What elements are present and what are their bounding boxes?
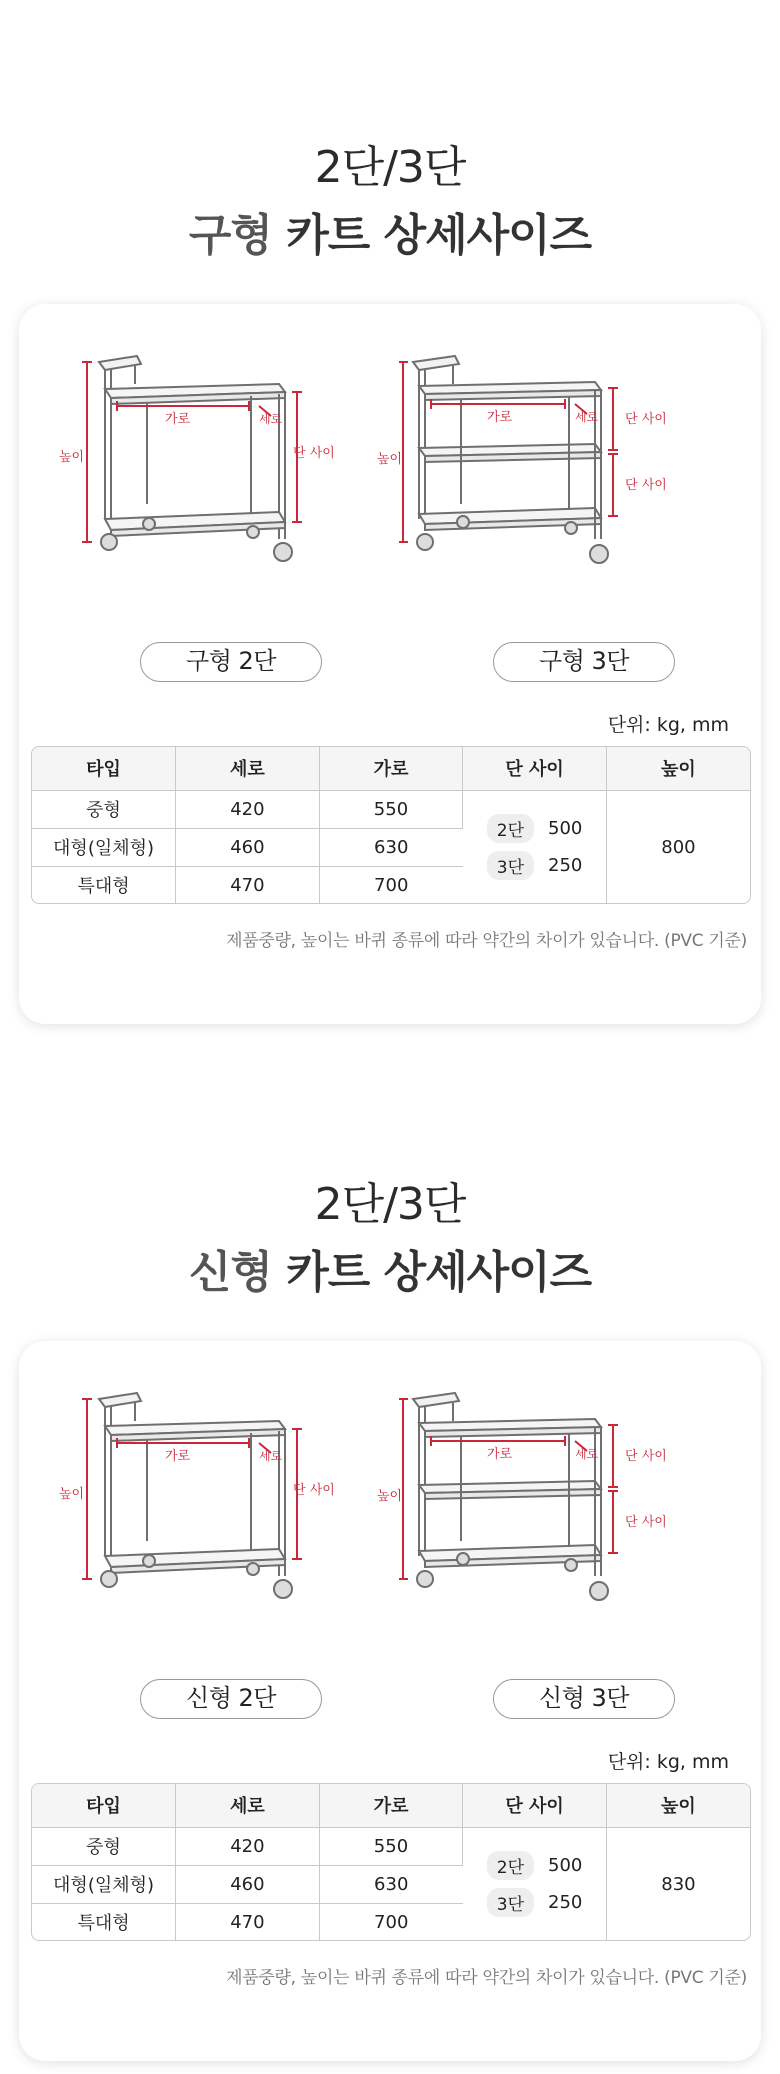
- disclaimer-note: 제품중량, 높이는 바퀴 종류에 따라 약간의 차이가 있습니다. (PVC 기준): [226, 931, 747, 951]
- width-cell: 550: [319, 1827, 463, 1865]
- depth-cell: 420: [176, 790, 320, 828]
- dim-label-depth: 세로: [259, 1449, 283, 1463]
- step-item: [463, 1851, 606, 1880]
- table-header: 높이: [606, 747, 750, 790]
- step-item: [463, 814, 606, 843]
- type-cell: 특대형: [32, 1903, 176, 1941]
- gap-cell: [463, 1827, 607, 1941]
- width-cell: 550: [319, 790, 463, 828]
- model-label-3tier: 구형 3단: [493, 642, 675, 682]
- dim-label-gap-lower: 단 사이: [625, 478, 667, 493]
- width-cell: 630: [319, 1865, 463, 1903]
- model-label-2tier: 신형 2단: [140, 1679, 322, 1719]
- width-cell: 700: [374, 874, 409, 896]
- size-card: [19, 1341, 761, 2061]
- depth-cell: 470: [176, 1903, 320, 1941]
- dim-label-depth: 세로: [259, 412, 283, 426]
- table-header: 가로: [319, 1784, 463, 1827]
- title-top: 2단/3단: [314, 1179, 466, 1230]
- cart-2tier-illustration: [39, 344, 339, 574]
- title-main: [0, 206, 780, 266]
- section-title: [0, 140, 780, 266]
- dim-label-height: 높이: [377, 1489, 403, 1504]
- gap-cell: [463, 790, 607, 904]
- table-row: [32, 1827, 750, 1865]
- type-cell: 대형(일체형): [32, 1865, 176, 1903]
- dim-label-gap: 단 사이: [293, 1483, 335, 1498]
- table-header: 타입: [32, 1784, 176, 1827]
- title-rest: 카트 상세사이즈: [271, 1247, 592, 1298]
- cart-2tier-illustration: [39, 1381, 339, 1611]
- unit-label: 단위: kg, mm: [607, 1751, 729, 1773]
- model-label-3tier: 신형 3단: [493, 1679, 675, 1719]
- cart-3tier-illustration: [377, 1381, 699, 1611]
- step-badge: 3단: [487, 1888, 534, 1917]
- step-item: [463, 851, 606, 880]
- title-strong: 구형: [188, 210, 272, 261]
- dim-label-gap-lower: 단 사이: [625, 1515, 667, 1530]
- step-badge: 2단: [487, 1851, 534, 1880]
- model-label-2tier: 구형 2단: [140, 642, 322, 682]
- cart-3tier-illustration: [377, 344, 699, 574]
- title-top: 2단/3단: [314, 142, 466, 193]
- size-card: [19, 304, 761, 1024]
- title-rest: 카트 상세사이즈: [271, 210, 592, 261]
- table-header-row: [32, 1784, 750, 1827]
- depth-cell: 420: [176, 1827, 320, 1865]
- table-header: 세로: [176, 1784, 320, 1827]
- dim-label-depth: 세로: [575, 1447, 599, 1461]
- section-title: [0, 1177, 780, 1303]
- cart-size-section: [0, 1037, 780, 2074]
- type-cell: 중형: [32, 790, 176, 828]
- dim-label-width: 가로: [487, 410, 513, 425]
- spec-table: [31, 746, 751, 904]
- dim-label-width: 가로: [165, 412, 191, 427]
- table-row: [32, 790, 750, 828]
- step-badge: 3단: [487, 851, 534, 880]
- step-badge: 2단: [487, 814, 534, 843]
- dim-label-gap: 단 사이: [293, 446, 335, 461]
- step-value: 250: [548, 1892, 583, 1914]
- unit-label: 단위: kg, mm: [607, 714, 729, 736]
- step-item: [463, 1888, 606, 1917]
- depth-cell: 460: [176, 1865, 320, 1903]
- table-header: 단 사이: [463, 1784, 607, 1827]
- table-header: 세로: [176, 747, 320, 790]
- table-header: 단 사이: [463, 747, 607, 790]
- dim-label-height: 높이: [377, 452, 403, 467]
- type-cell: 대형(일체형): [32, 828, 176, 866]
- dim-label-width: 가로: [165, 1449, 191, 1464]
- step-value: 500: [548, 1855, 583, 1877]
- height-cell: 800: [661, 836, 696, 858]
- step-value: 250: [548, 855, 583, 877]
- type-cell: 특대형: [32, 866, 176, 904]
- type-cell: 중형: [32, 1827, 176, 1865]
- dim-label-height: 높이: [59, 1487, 85, 1502]
- disclaimer-note: 제품중량, 높이는 바퀴 종류에 따라 약간의 차이가 있습니다. (PVC 기준): [226, 1968, 747, 1988]
- depth-cell: 460: [176, 828, 320, 866]
- dim-label-gap-upper: 단 사이: [625, 412, 667, 427]
- width-cell: 630: [319, 828, 463, 866]
- table-header: 타입: [32, 747, 176, 790]
- dim-label-width: 가로: [487, 1447, 513, 1462]
- height-cell: 830: [661, 1873, 696, 1895]
- table-header: 높이: [606, 1784, 750, 1827]
- dim-label-height: 높이: [59, 450, 85, 465]
- table-header-row: [32, 747, 750, 790]
- table-header: 가로: [319, 747, 463, 790]
- spec-table: [31, 1783, 751, 1941]
- dim-label-gap-upper: 단 사이: [625, 1449, 667, 1464]
- dim-label-depth: 세로: [575, 410, 599, 424]
- width-cell: 700: [374, 1911, 409, 1933]
- title-strong: 신형: [188, 1247, 272, 1298]
- depth-cell: 470: [176, 866, 320, 904]
- step-value: 500: [548, 818, 583, 840]
- title-main: [0, 1243, 780, 1303]
